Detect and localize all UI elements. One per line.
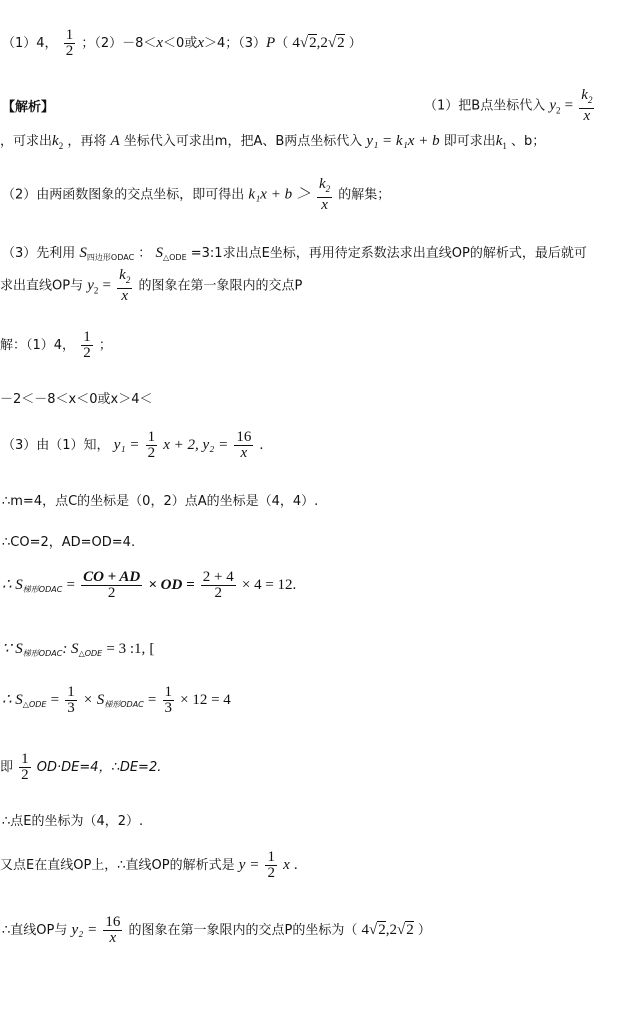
half-fraction: $\frac{1}{2}$ (83, 329, 91, 361)
part3-line2 (0, 268, 302, 304)
eq: y₂ = (71, 922, 98, 938)
m-line (2, 490, 318, 509)
t: ，可求出 (0, 134, 53, 149)
k2-over-x: $\frac{k_2}{x}$ (119, 267, 131, 304)
sode-line (2, 685, 231, 716)
answer-coord: 4√2,2√2 (292, 35, 345, 51)
t: 的图象在第一象限内的交点P (138, 278, 303, 294)
s-symbol: ∴ S (2, 692, 23, 708)
fraction: $\frac{16}{x}$ (236, 429, 252, 461)
t: 的解集； (338, 187, 391, 203)
op-line (0, 850, 298, 881)
fraction: $\frac{16}{x}$ (105, 914, 121, 946)
s-symbol: S (155, 245, 163, 261)
s-symbol: ∴ S (2, 577, 23, 593)
var-y: y (87, 277, 94, 294)
t: （2）由两函数图象的交点坐标，即可得出 (2, 187, 245, 203)
sub: 2 (556, 105, 561, 116)
sol1-line (0, 330, 112, 361)
s-line (2, 570, 296, 601)
sub: △ODE (22, 700, 47, 709)
line-k2 (0, 130, 545, 151)
t: . (259, 437, 264, 453)
equation: y₁ = k₁x + b (366, 133, 440, 149)
t: . (293, 857, 298, 873)
t: 的图象在第一象限内的交点P的坐标为（ (128, 923, 358, 938)
var-x: x (156, 35, 164, 51)
t: 即 (0, 760, 14, 775)
point-a: A (110, 133, 120, 149)
answer-line (2, 28, 362, 59)
k2-over-x: $\frac{k_2}{x}$ (581, 87, 593, 124)
t: ∴m=4，点C的坐标是（0，2）点A的坐标是（4，4）. (2, 494, 319, 509)
var-x: x (197, 35, 204, 51)
eq: = (147, 692, 157, 708)
fraction: $\frac{1}{3}$ (164, 684, 172, 716)
s-symbol: × S (82, 692, 105, 708)
answer-mid: ＞4；（3） (204, 36, 267, 51)
final-line (2, 915, 431, 946)
sub: △ODE (78, 649, 103, 658)
co-line (2, 531, 135, 550)
t: ∴点E的坐标为（4，2）. (2, 814, 144, 829)
t: －2＜－8＜x＜0或x＞4＜ (0, 392, 153, 407)
paren: ） (348, 36, 362, 51)
t: （3）先利用 (2, 246, 76, 261)
var-y: y (549, 97, 557, 114)
eq: = (50, 692, 60, 708)
jiexi-label-text: 【解析】 (2, 100, 55, 115)
sub: 2 (93, 285, 99, 296)
de-line (0, 752, 161, 783)
var-k: k (52, 133, 59, 149)
eq: = (564, 97, 574, 114)
t: 、b； (511, 134, 546, 149)
jiexi-label (2, 96, 54, 115)
eq: = (102, 277, 111, 294)
sub: 1 (502, 141, 507, 151)
half-fraction: $\frac{1}{2}$ (21, 751, 29, 783)
t: 坐标代入可求出m，把A、B两点坐标代入 (123, 134, 363, 149)
t: ∴直线OP与 (2, 923, 68, 938)
part2-line (2, 177, 390, 213)
step1-text: （1）把B点坐标代入 (424, 98, 546, 114)
sub: 梯形ODAC (22, 649, 63, 658)
eq: × 12 = 4 (180, 692, 231, 708)
eq: y₁ = (113, 437, 140, 453)
sub: 四边形ODAC (86, 253, 135, 262)
t: [ (149, 641, 155, 657)
t: =3:1求出点E坐标，再用待定系数法求出直线OP的解析式，最后就可 (190, 246, 587, 261)
fraction: $\frac{2 + 4}{2}$ (202, 569, 234, 601)
e-line (2, 810, 143, 829)
t: ，再将 (67, 134, 107, 149)
fraction: $\frac{1}{3}$ (67, 684, 75, 716)
eq: = (66, 577, 75, 593)
coord: 4√2,2√2 (361, 922, 414, 938)
paren: （ (275, 36, 289, 51)
jiexi-step1 (424, 88, 596, 124)
var-k: k (495, 133, 503, 149)
eq: : S (62, 641, 79, 657)
t: 解：（1）4， (0, 338, 76, 353)
paren: ） (417, 923, 431, 938)
t: ∴CO=2，AD=OD=4. (2, 535, 136, 550)
part3-line1 (2, 242, 587, 263)
point-p: P (266, 35, 276, 51)
fraction: $\frac{CO + AD}{2}$ (83, 569, 141, 601)
t: ； (98, 338, 112, 353)
t: 又点E在直线OP上，∴直线OP的解析式是 (0, 858, 235, 873)
sub: △ODE (162, 253, 187, 262)
sol2-line (0, 388, 152, 407)
answer-sep: ；（2）－8＜ (81, 36, 157, 51)
sub: 梯形ODAC (104, 700, 144, 709)
eq: × OD = (148, 577, 195, 593)
eq: x + 2, y₂ = (163, 437, 229, 453)
s-symbol: ∵ S (2, 641, 23, 657)
t: 求出直线OP与 (0, 278, 84, 294)
sol3-line (2, 430, 263, 461)
t: （3）由（1）知， (2, 438, 110, 453)
t: ： (138, 246, 152, 261)
eq: × 4 = 12. (241, 577, 297, 593)
var-x: x (283, 857, 290, 873)
t: OD·DE=4，∴DE=2. (36, 760, 162, 775)
answer-half-fraction: $\frac{1}{2}$ (65, 27, 74, 59)
k2-over-x: $\frac{k_2}{x}$ (318, 176, 331, 213)
expr: k₁x + b ＞ (248, 186, 311, 203)
eq: = 3 :1, (106, 641, 146, 657)
t: 即可求出 (443, 134, 496, 149)
half-fraction: $\frac{1}{2}$ (267, 849, 275, 881)
sub: 梯形ODAC (22, 585, 63, 594)
sub: 2 (58, 141, 64, 151)
s-symbol: S (79, 245, 87, 261)
fraction: $\frac{1}{2}$ (147, 429, 156, 461)
answer-part1: （1）4， (2, 36, 58, 51)
eq: y = (238, 857, 260, 873)
answer-mid: ＜0或 (163, 36, 198, 51)
ratio-line (2, 639, 154, 659)
